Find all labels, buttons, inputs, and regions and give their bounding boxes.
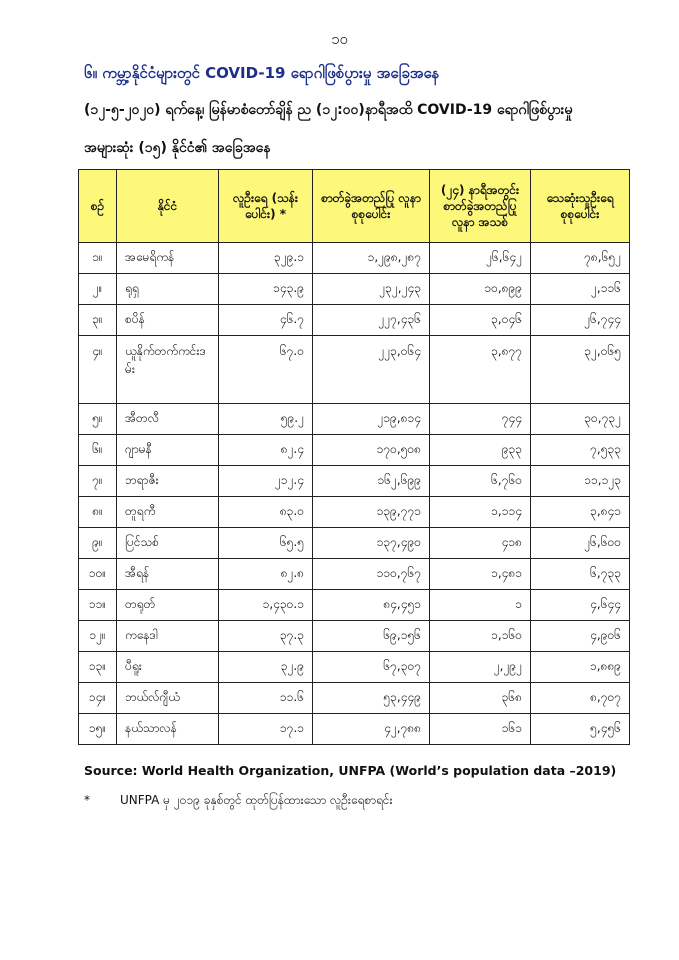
cell-no: ၁၄။ <box>79 683 117 714</box>
cell-no: ၄။ <box>79 336 117 404</box>
cell-population: ၈၂.၄ <box>219 435 313 466</box>
cell-new-cases: ၂,၂၉၂ <box>430 652 531 683</box>
cell-no: ၃။ <box>79 305 117 336</box>
cell-population: ၈၂.၈ <box>219 559 313 590</box>
covid-country-table <box>78 169 630 745</box>
table-row <box>79 274 630 305</box>
table-row <box>79 652 630 683</box>
cell-new-cases: ၇၄၄ <box>430 404 531 435</box>
cell-new-cases: ၃,၀၄၆ <box>430 305 531 336</box>
cell-deaths: ၆,၇၃၃ <box>531 559 630 590</box>
subtitle-line-2: အများဆုံး (၁၅) နိုင်ငံ၏ အခြေအနေ <box>84 140 271 156</box>
cell-total-cases: ၁,၂၉၈,၂၈၇ <box>313 243 430 274</box>
cell-new-cases: ၆,၇၆၀ <box>430 466 531 497</box>
cell-new-cases: ၁,၁၁၄ <box>430 497 531 528</box>
cell-country: ယူနိုက်တက်ကင်းဒမ်း <box>117 336 219 404</box>
header-no: စဉ် <box>79 170 117 243</box>
cell-deaths: ၂၆,၆၀၀ <box>531 528 630 559</box>
cell-no: ၁၃။ <box>79 652 117 683</box>
cell-country: ဘယ်လ်ဂျီယံ <box>117 683 219 714</box>
table-row <box>79 528 630 559</box>
cell-deaths: ၂၆,၇၄၄ <box>531 305 630 336</box>
cell-country: ဘရာဇီး <box>117 466 219 497</box>
cell-new-cases: ၁၆၁ <box>430 714 531 745</box>
cell-population: ၅၉.၂ <box>219 404 313 435</box>
cell-total-cases: ၅၃,၄၄၉ <box>313 683 430 714</box>
cell-no: ၁၅။ <box>79 714 117 745</box>
cell-total-cases: ၄၂,၇၈၈ <box>313 714 430 745</box>
cell-deaths: ၇၈,၆၅၂ <box>531 243 630 274</box>
cell-deaths: ၈,၇၀၇ <box>531 683 630 714</box>
cell-new-cases: ၉၃၃ <box>430 435 531 466</box>
table-row <box>79 404 630 435</box>
cell-population: ၄၆.၇ <box>219 305 313 336</box>
cell-total-cases: ၈၄,၄၅၁ <box>313 590 430 621</box>
table-row <box>79 559 630 590</box>
cell-population: ၁၄၃.၉ <box>219 274 313 305</box>
table-row <box>79 336 630 404</box>
header-new-cases: (၂၄) နာရီအတွင်း စာတ်ခွဲအတည်ပြု လူနာ အသစ် <box>430 170 531 243</box>
section-heading: ၆။ ကမ္ဘာ့နိုင်ငံများတွင် COVID-19 ရောဂါဖြစ်ပွားမှု အခြေအနေ <box>84 64 440 82</box>
cell-no: ၁၁။ <box>79 590 117 621</box>
table-row <box>79 435 630 466</box>
source-note: Source: World Health Organization, UNFPA (World’s population data –2019) <box>84 763 617 778</box>
footnote-text: UNFPA မှ ၂၀၁၉ ခုနှစ်တွင် ထုတ်ပြန်ထားသော လူဦးရေစာရင်း <box>120 793 393 807</box>
cell-total-cases: ၁၃၉,၇၇၁ <box>313 497 430 528</box>
cell-country: နယ်သာလန် <box>117 714 219 745</box>
cell-new-cases: ၂၆,၆၄၂ <box>430 243 531 274</box>
cell-no: ၂။ <box>79 274 117 305</box>
table-row <box>79 497 630 528</box>
cell-no: ၅။ <box>79 404 117 435</box>
cell-total-cases: ၁၇၀,၅၀၈ <box>313 435 430 466</box>
cell-total-cases: ၆၇,၃၀၇ <box>313 652 430 683</box>
cell-total-cases: ၁၁၀,၇၆၇ <box>313 559 430 590</box>
cell-total-cases: ၁၆၂,၆၉၉ <box>313 466 430 497</box>
cell-total-cases: ၂၃၂,၂၄၃ <box>313 274 430 305</box>
cell-country: တရုတ် <box>117 590 219 621</box>
cell-no: ၁၀။ <box>79 559 117 590</box>
page-number: ၁၀ <box>331 30 348 48</box>
header-population: လူဦးရေ (သန်းပေါင်း) * <box>219 170 313 243</box>
cell-no: ၁၂။ <box>79 621 117 652</box>
cell-country: အီရန် <box>117 559 219 590</box>
cell-country: ပြင်သစ် <box>117 528 219 559</box>
cell-no: ၈။ <box>79 497 117 528</box>
cell-deaths: ၃,၈၄၁ <box>531 497 630 528</box>
cell-deaths: ၂,၁၁၆ <box>531 274 630 305</box>
header-deaths: သေဆုံးသူဦးရေ စုစုပေါင်း <box>531 170 630 243</box>
cell-new-cases: ၁,၁၆၀ <box>430 621 531 652</box>
cell-total-cases: ၂၂၇,၄၃၆ <box>313 305 430 336</box>
footnote-marker: * <box>84 793 90 807</box>
table-row <box>79 683 630 714</box>
cell-country: ဂျာမနီ <box>117 435 219 466</box>
cell-population: ၃၂.၉ <box>219 652 313 683</box>
cell-new-cases: ၄၁၈ <box>430 528 531 559</box>
header-country: နိုင်ငံ <box>117 170 219 243</box>
cell-new-cases: ၃၆၈ <box>430 683 531 714</box>
cell-population: ၈၃.၀ <box>219 497 313 528</box>
table-row <box>79 243 630 274</box>
cell-new-cases: ၁၀,၈၉၉ <box>430 274 531 305</box>
cell-country: တူရကီ <box>117 497 219 528</box>
subtitle-line-1: (၁၂-၅-၂၀၂၀) ရက်နေ့၊ မြန်မာစံတော်ချိန် ည (၁၂:၀၀)နာရီအထိ COVID-19 ရောဂါဖြစ်ပွားမှု <box>84 102 573 118</box>
cell-country: ကနေဒါ <box>117 621 219 652</box>
cell-population: ၁၁.၆ <box>219 683 313 714</box>
cell-population: ၃၇.၃ <box>219 621 313 652</box>
header-total-cases: စာတ်ခွဲအတည်ပြု လူနာ စုစုပေါင်း <box>313 170 430 243</box>
cell-country: စပိန် <box>117 305 219 336</box>
footnote <box>84 792 644 810</box>
table-row <box>79 621 630 652</box>
table-row <box>79 305 630 336</box>
table-header-row <box>79 170 630 243</box>
cell-country: ပီရူး <box>117 652 219 683</box>
cell-country: ရုရှ <box>117 274 219 305</box>
cell-no: ၁။ <box>79 243 117 274</box>
cell-population: ၃၂၉.၁ <box>219 243 313 274</box>
cell-population: ၆၇.၀ <box>219 336 313 404</box>
cell-country: အမေရိကန် <box>117 243 219 274</box>
cell-no: ၆။ <box>79 435 117 466</box>
cell-no: ၇။ <box>79 466 117 497</box>
cell-deaths: ၄,၆၄၄ <box>531 590 630 621</box>
cell-population: ၆၅.၅ <box>219 528 313 559</box>
cell-deaths: ၁,၈၈၉ <box>531 652 630 683</box>
cell-total-cases: ၂၂၃,၀၆၄ <box>313 336 430 404</box>
table-row <box>79 466 630 497</box>
cell-deaths: ၃၀,၇၃၂ <box>531 404 630 435</box>
cell-deaths: ၅,၄၅၆ <box>531 714 630 745</box>
cell-population: ၁,၄၃၀.၁ <box>219 590 313 621</box>
table-row <box>79 590 630 621</box>
cell-total-cases: ၁၃၇,၄၉၀ <box>313 528 430 559</box>
cell-population: ၂၁၂.၄ <box>219 466 313 497</box>
cell-deaths: ၃၂,၀၆၅ <box>531 336 630 404</box>
cell-new-cases: ၃,၈၇၇ <box>430 336 531 404</box>
cell-country: အီတလီ <box>117 404 219 435</box>
cell-total-cases: ၆၉,၁၅၆ <box>313 621 430 652</box>
cell-deaths: ၁၁,၁၂၃ <box>531 466 630 497</box>
cell-deaths: ၇,၅၃၃ <box>531 435 630 466</box>
cell-population: ၁၇.၁ <box>219 714 313 745</box>
cell-total-cases: ၂၁၉,၈၁၄ <box>313 404 430 435</box>
cell-new-cases: ၁,၄၈၁ <box>430 559 531 590</box>
table-row <box>79 714 630 745</box>
cell-new-cases: ၁ <box>430 590 531 621</box>
cell-no: ၉။ <box>79 528 117 559</box>
cell-deaths: ၄,၉၀၆ <box>531 621 630 652</box>
